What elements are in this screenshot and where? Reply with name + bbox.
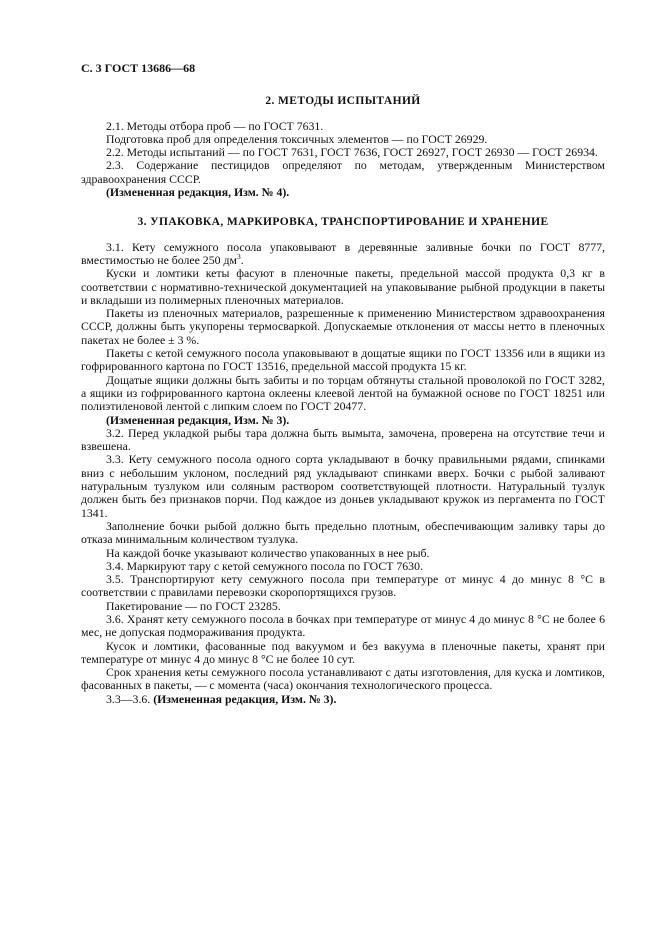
paragraph-3-5-packaging: Пакетирование — по ГОСТ 23285. [106,598,281,613]
paragraph-3-6: 3.6. Хранят кету семужного посола в бочках при температуре от минус 4 до минус 8 °С не более 6 мес, не допуская подмораживания продукта. [81,611,605,640]
paragraph-2-1: 2.1. Методы отбора проб — по ГОСТ 7631. [106,118,324,133]
revision-note-bold: (Измененная редакция, Изм. № 3). [153,691,337,706]
paragraph-2-3: 2.3. Содержание пестицидов определяют по методам, утвержденным Министерством здравоохранения СССР. [81,158,605,186]
section-3-title: 3. УПАКОВКА, МАРКИРОВКА, ТРАНСПОРТИРОВАНИЕ И ХРАНЕНИЕ [137,216,549,229]
paragraph-3-1-pieces: Куски и ломтики кеты фасуют в пленочные пакеты, предельной массой продукта 0,3 кг в соответствии с нормативно-технической документацией на упаковывание рыбной продукции в пакеты и вкладыши из полимерных пленочных материалов. [81,266,605,307]
revision-note-2: (Измененная редакция, Изм. № 4). [106,185,290,200]
revision-note-3-1: (Измененная редакция, Изм. № 3). [106,412,290,427]
paragraph-2-2: 2.2. Методы испытаний — по ГОСТ 7631, ГОСТ 7636, ГОСТ 26927, ГОСТ 26930 — ГОСТ 26934. [106,145,598,160]
page-header: С. 3 ГОСТ 13686—68 [81,61,196,75]
paragraph-3-5: 3.5. Транспортируют кету семужного посола при температуре от минус 4 до минус 8 °С в соответствии с правилами перевозки скоропортящихся грузов. [81,572,605,600]
revision-note-prefix: 3.3—3.6. [106,691,154,706]
paragraph-3-1-end: . [240,252,244,267]
paragraph-3-2: 3.2. Перед укладкой рыбы тара должна быть вымыта, замочена, проверена на отсутствие течи и взвешена. [81,425,605,454]
paragraph-3-1-boxes: Пакеты с кетой семужного посола упаковывают в дощатые ящики по ГОСТ 13356 или в ящики из гофрированного картона по ГОСТ 13516, предельной массой продукта 15 кг. [81,346,605,374]
paragraph-3-3-filling: Заполнение бочки рыбой должно быть предельно плотным, обеспечивающим заливку тары до отказа минимальным количеством тузлука. [81,518,605,547]
paragraph-3-6-vacuum: Кусок и ломтики, фасованные под вакуумом и без вакуума в пленочные пакеты, хранят при температуре от минус 4 до минус 8 °С не более 10 сут. [81,638,605,666]
paragraph-3-1-film: Пакеты из пленочных материалов, разрешенные к применению Министерством здравоохранения СССР, должны быть укупорены термосваркой. Допускаемые отклонения от массы нетто в пленочных пакетах не более ± 3 %. [81,306,605,347]
revision-note-3-3-3-6 [81,693,605,706]
paragraph-3-6-shelf-life: Срок хранения кеты семужного посола устанавливают с даты изготовления, для куска и ломтиков, фасованных в пакеты, — с момента (часа) окончания технологического процесса. [81,665,605,693]
paragraph-3-3: 3.3. Кету семужного посола одного сорта укладывают в бочку правильными рядами, спинками вниз с небольшим уклоном, последний ряд укладывают спинками вверх. Бочки с рыбой заливают натуральным тузлуком или соляным раствором соответствующей плотности. Натуральный тузлук должен быть без признаков порчи. Под каждое из доньев укладывают кружок из пергамента по ГОСТ 1341. [81,452,605,520]
paragraph-3-1-sup: 3 [236,252,241,262]
paragraph-3-3-count: На каждой бочке указывают количество упакованных в нее рыб. [106,545,430,560]
paragraph-2-1-toxic: Подготовка проб для определения токсичных элементов — по ГОСТ 26929. [106,131,488,146]
paragraph-3-1-text: 3.1. Кету семужного посола упаковывают в деревянные заливные бочки по ГОСТ 8777, вместимостью не более 250 дм [81,239,605,267]
section-2-title: 2. МЕТОДЫ ИСПЫТАНИЙ [265,95,421,108]
paragraph-3-1 [81,241,605,268]
paragraph-3-1-crates: Дощатые ящики должны быть забиты и по торцам обтянуты стальной проволокой по ГОСТ 3282, а ящики из гофрированного картона оклеены клеевой лентой на бумажной основе по ГОСТ 18251 или полиэтиленовой лентой с липким слоем по ГОСТ 20477. [81,372,605,414]
paragraph-3-4: 3.4. Маркируют тару с кетой семужного посола по ГОСТ 7630. [106,558,423,573]
